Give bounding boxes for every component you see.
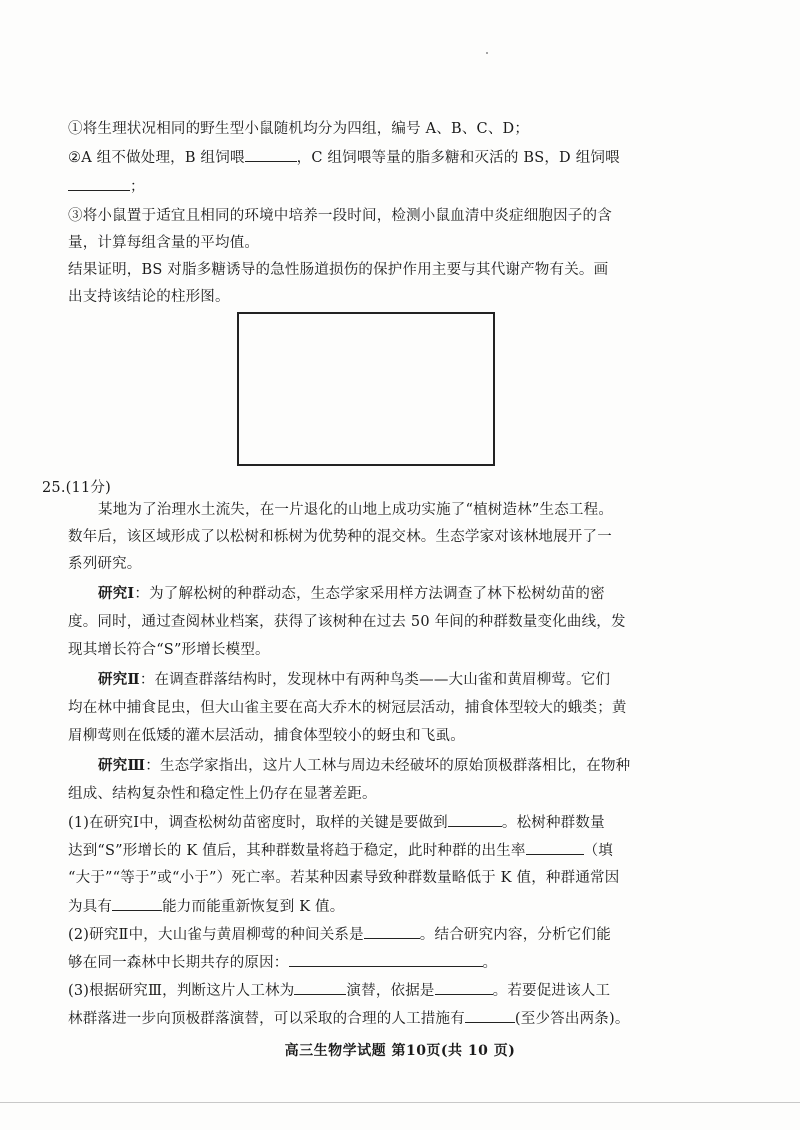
- bar-chart-answer-box[interactable]: [237, 312, 495, 466]
- q25-para-3-text: 系列研究。: [68, 556, 142, 572]
- q3-line-2: [68, 1008, 630, 1029]
- q25-para-2-text: 数年后，该区域形成了以松树和栎树为优势种的混交林。生态学家对该林地展开了一: [68, 529, 612, 545]
- research-2-line-1: [98, 670, 610, 690]
- step-2-text-a: ②A 组不做处理，B 组饲喂: [68, 150, 245, 166]
- q3-text-b: 演替，依据是: [346, 983, 435, 999]
- answer-blank-interspecific-relation[interactable]: [364, 924, 420, 939]
- q25-header: [42, 478, 111, 498]
- q2-text-b: 。结合研究内容，分析它们能: [419, 927, 611, 943]
- step-2-text-b: ，C 组饲喂等量的脂多糖和灭活的 BS，D 组饲喂: [296, 150, 620, 166]
- answer-blank-succession-type[interactable]: [294, 980, 346, 995]
- q3-line-1: [68, 980, 610, 1001]
- q25-header-text: 25.(11分): [42, 480, 111, 496]
- research-1-line-1: [98, 584, 605, 604]
- q3-text-c: 。若要促进该人工: [492, 983, 611, 999]
- q1-text-f: 为具有: [68, 899, 113, 915]
- research-2-text-c: 眉柳莺则在低矮的灌木层活动，捕食体型较小的蚜虫和飞虱。: [68, 728, 465, 744]
- q1-text-b: 。松树种群数量: [501, 815, 605, 831]
- q3-text-d: 林群落进一步向顶极群落演替，可以采取的合理的人工措施有: [68, 1011, 465, 1027]
- step-3-text-b: 量，计算每组含量的平均值。: [68, 235, 260, 251]
- q25-para-1: [98, 500, 613, 520]
- research-1-text-c: 现其增长符合“S”形增长模型。: [68, 642, 270, 658]
- answer-blank-basis[interactable]: [435, 980, 493, 995]
- step-2-cont: [68, 176, 145, 197]
- page-footer-text: 高三生物学试题 第10页(共 10 页): [284, 1043, 516, 1059]
- answer-blank-coexistence-reason[interactable]: [289, 952, 483, 967]
- answer-blank-recovery-ability[interactable]: [112, 896, 162, 911]
- q25-para-2: [68, 527, 612, 547]
- research-3-text-a: ：生态学家指出，这片人工林与周边未经破坏的原始顶极群落相比，在物种: [145, 758, 631, 774]
- page-footer: [0, 1040, 800, 1060]
- q2-line-2: [68, 952, 497, 973]
- q1-text-a: (1)在研究Ⅰ中，调查松树幼苗密度时，取样的关键是要做到: [68, 815, 448, 831]
- result-line-2: [68, 287, 230, 307]
- step-3-text-a: ③将小鼠置于适宜且相同的环境中培养一段时间，检测小鼠血清中炎症细胞因子的含: [68, 208, 612, 224]
- result-line-1: [68, 260, 608, 280]
- q1-line-4: [68, 896, 344, 917]
- answer-blank-b-group[interactable]: [245, 147, 297, 162]
- answer-blank-d-group[interactable]: [68, 176, 130, 191]
- research-2-label: 研究Ⅱ: [98, 671, 140, 688]
- q1-text-d: （填: [583, 843, 614, 859]
- q2-text-a: (2)研究Ⅱ中，大山雀与黄眉柳莺的种间关系是: [68, 927, 364, 943]
- step-2: [68, 147, 620, 168]
- step-1: [68, 119, 529, 139]
- q2-text-c: 够在同一森林中长期共存的原因：: [68, 955, 289, 971]
- research-2-line-3: [68, 726, 465, 746]
- answer-blank-human-measures[interactable]: [465, 1008, 515, 1023]
- research-1-line-3: [68, 640, 270, 660]
- q1-line-1: [68, 812, 605, 833]
- research-1-text-b: 度。同时，通过查阅林业档案，获得了该树种在过去 50 年间的种群数量变化曲线，发: [68, 614, 626, 630]
- answer-blank-birth-rate[interactable]: [526, 840, 584, 855]
- bottom-divider: [0, 1102, 800, 1103]
- step-1-text: ①将生理状况相同的野生型小鼠随机均分为四组，编号 A、B、C、D；: [68, 121, 530, 137]
- q2-text-d: 。: [482, 955, 498, 971]
- q3-text-e: (至少答出两条)。: [514, 1011, 630, 1027]
- q1-text-g: 能力而能重新恢复到 K 值。: [162, 899, 345, 915]
- q25-para-1-text: 某地为了治理水土流失，在一片退化的山地上成功实施了“植树造林”生态工程。: [98, 502, 614, 518]
- research-2-line-2: [68, 698, 627, 718]
- q1-line-3: [68, 868, 619, 888]
- q1-text-c: 达到“S”形增长的 K 值后，其种群数量将趋于稳定，此时种群的出生率: [68, 843, 526, 859]
- research-3-label: 研究Ⅲ: [98, 757, 146, 774]
- result-text-2: 出支持该结论的柱形图。: [68, 289, 230, 305]
- scan-speck: [486, 52, 488, 54]
- step-3-line-2: [68, 233, 259, 253]
- research-1-label: 研究Ⅰ: [98, 585, 135, 602]
- research-3-text-b: 组成、结构复杂性和稳定性上仍存在显著差距。: [68, 786, 377, 802]
- research-1-line-2: [68, 612, 626, 632]
- research-1-text-a: ：为了解松树的种群动态，生态学家采用样方法调查了林下松树幼苗的密: [134, 586, 605, 602]
- research-2-text-a: ：在调查群落结构时，发现林中有两种鸟类——大山雀和黄眉柳莺。它们: [139, 672, 611, 688]
- step-3-line-1: [68, 206, 612, 226]
- answer-blank-sampling-key[interactable]: [448, 812, 502, 827]
- result-text-1: 结果证明，BS 对脂多糖诱导的急性肠道损伤的保护作用主要与其代谢产物有关。画: [68, 262, 609, 278]
- q1-line-2: [68, 840, 613, 861]
- research-3-line-1: [98, 756, 630, 776]
- research-2-text-b: 均在林中捕食昆虫，但大山雀主要在高大乔木的树冠层活动，捕食体型较大的蛾类；黄: [68, 700, 627, 716]
- q25-para-3: [68, 554, 142, 574]
- q1-text-e: “大于”“等于”或“小于”）死亡率。若某种因素导致种群数量略低于 K 值，种群通常因: [68, 870, 620, 886]
- q3-text-a: (3)根据研究Ⅲ，判断这片人工林为: [68, 983, 295, 999]
- step-2-text-c: ；: [130, 179, 145, 195]
- q2-line-1: [68, 924, 611, 945]
- research-3-line-2: [68, 784, 377, 804]
